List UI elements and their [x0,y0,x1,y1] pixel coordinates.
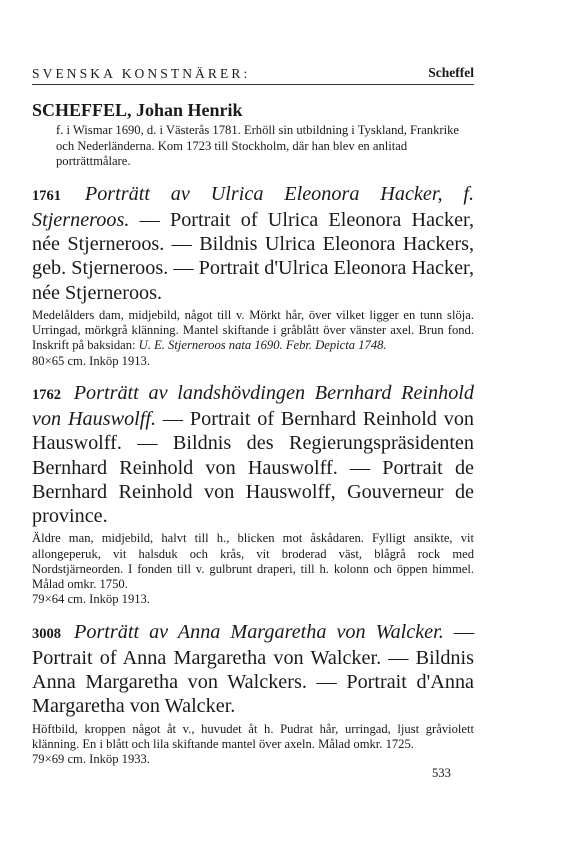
running-head-section: SVENSKA KONSTNÄRER: [32,66,251,81]
entry-title [32,182,474,305]
entry-description [32,531,474,592]
entry-description-text: Äldre man, midjebild, halvt till h., blicken mot åskådaren. Fylligt ansikte, vit allongeperuk, vit halsduk och krås, vit broderad väst, blågrå rock med Nordstjärneorden. I fonden till v. gulbrunt draperi, till h. kolonn och öppen himmel. Målad omkr. 1750. [32,531,474,592]
entry-description [32,722,474,753]
entry-title [32,620,474,719]
entry-title-translations: — Portrait of Bernhard Reinhold von Hauswolff. — Bildnis des Regierungspräsidenten Bernhard Reinhold von Hauswolff. — Portrait de Bernhard Reinhold von Hauswolff, Gouverneur de province. [32,408,475,527]
entry-dimensions: 80×65 cm. Inköp 1913. [32,353,150,368]
entry-title-translations: — Portrait of Anna Margaretha von Walcker. — Bildnis Anna Margaretha von Walckers. — Portrait d'Anna Margaretha von Walcker. [32,620,475,718]
page-number: 533 [432,766,451,780]
catalogue-entry-1761 [32,182,474,369]
artist-name: SCHEFFEL, Johan Henrik [32,100,243,120]
entry-number: 1761 [32,187,61,204]
entry-title-swedish: Porträtt av Ulrica Eleonora Hacker, f. Stjerneroos. [32,182,475,231]
catalogue-page [32,64,474,767]
entry-inscription: U. E. Stjerneroos nata 1690. Febr. Depicta 1748. [138,338,387,353]
entry-title-translations: — Portrait of Ulrica Eleonora Hacker, née Stjerneroos. — Bildnis Ulrica Eleonora Hackers, geb. Stjerneroos. — Portrait d'Ulrica Eleonora Hacker, née Stjerneroos. [32,208,474,304]
entry-description-text: Höftbild, kroppen något åt v., huvudet åt h. Pudrat hår, urringad, ljust gråviolett klänning. En i blått och lila skiftande mantel över axeln. Målad omkr. 1725. [32,721,474,751]
catalogue-entry-3008 [32,620,474,768]
entry-title [32,381,474,528]
running-head [32,64,474,85]
entry-dimensions: 79×69 cm. Inköp 1933. [32,752,150,767]
artist-bio: f. i Wismar 1690, d. i Västerås 1781. Erhöll sin utbildning i Tyskland, Frankrike och Nederländerna. Kom 1723 till Stockholm, där han blev en anlitad porträttmålare. [56,123,459,169]
entry-title-swedish: Porträtt av landshövdingen Bernhard Reinhold von Hauswolff. [32,381,475,431]
running-head-artist: Scheffel [428,65,474,80]
entry-description-text: Medelålders dam, midjebild, något till v. Mörkt hår, över vilket ligger en tunn slöja. Urringad, mörkgrå klänning. Mantel skiftande i gråblått över vänster axel. Brun fond. Inskrift på baksidan: [32,307,474,353]
catalogue-entry-1762 [32,381,474,608]
entry-number: 3008 [32,625,61,642]
entry-description [32,308,474,354]
entry-dimensions: 79×64 cm. Inköp 1913. [32,592,150,607]
entry-number: 1762 [32,386,61,403]
entry-title-swedish: Porträtt av Anna Margaretha von Walcker. [74,620,444,643]
